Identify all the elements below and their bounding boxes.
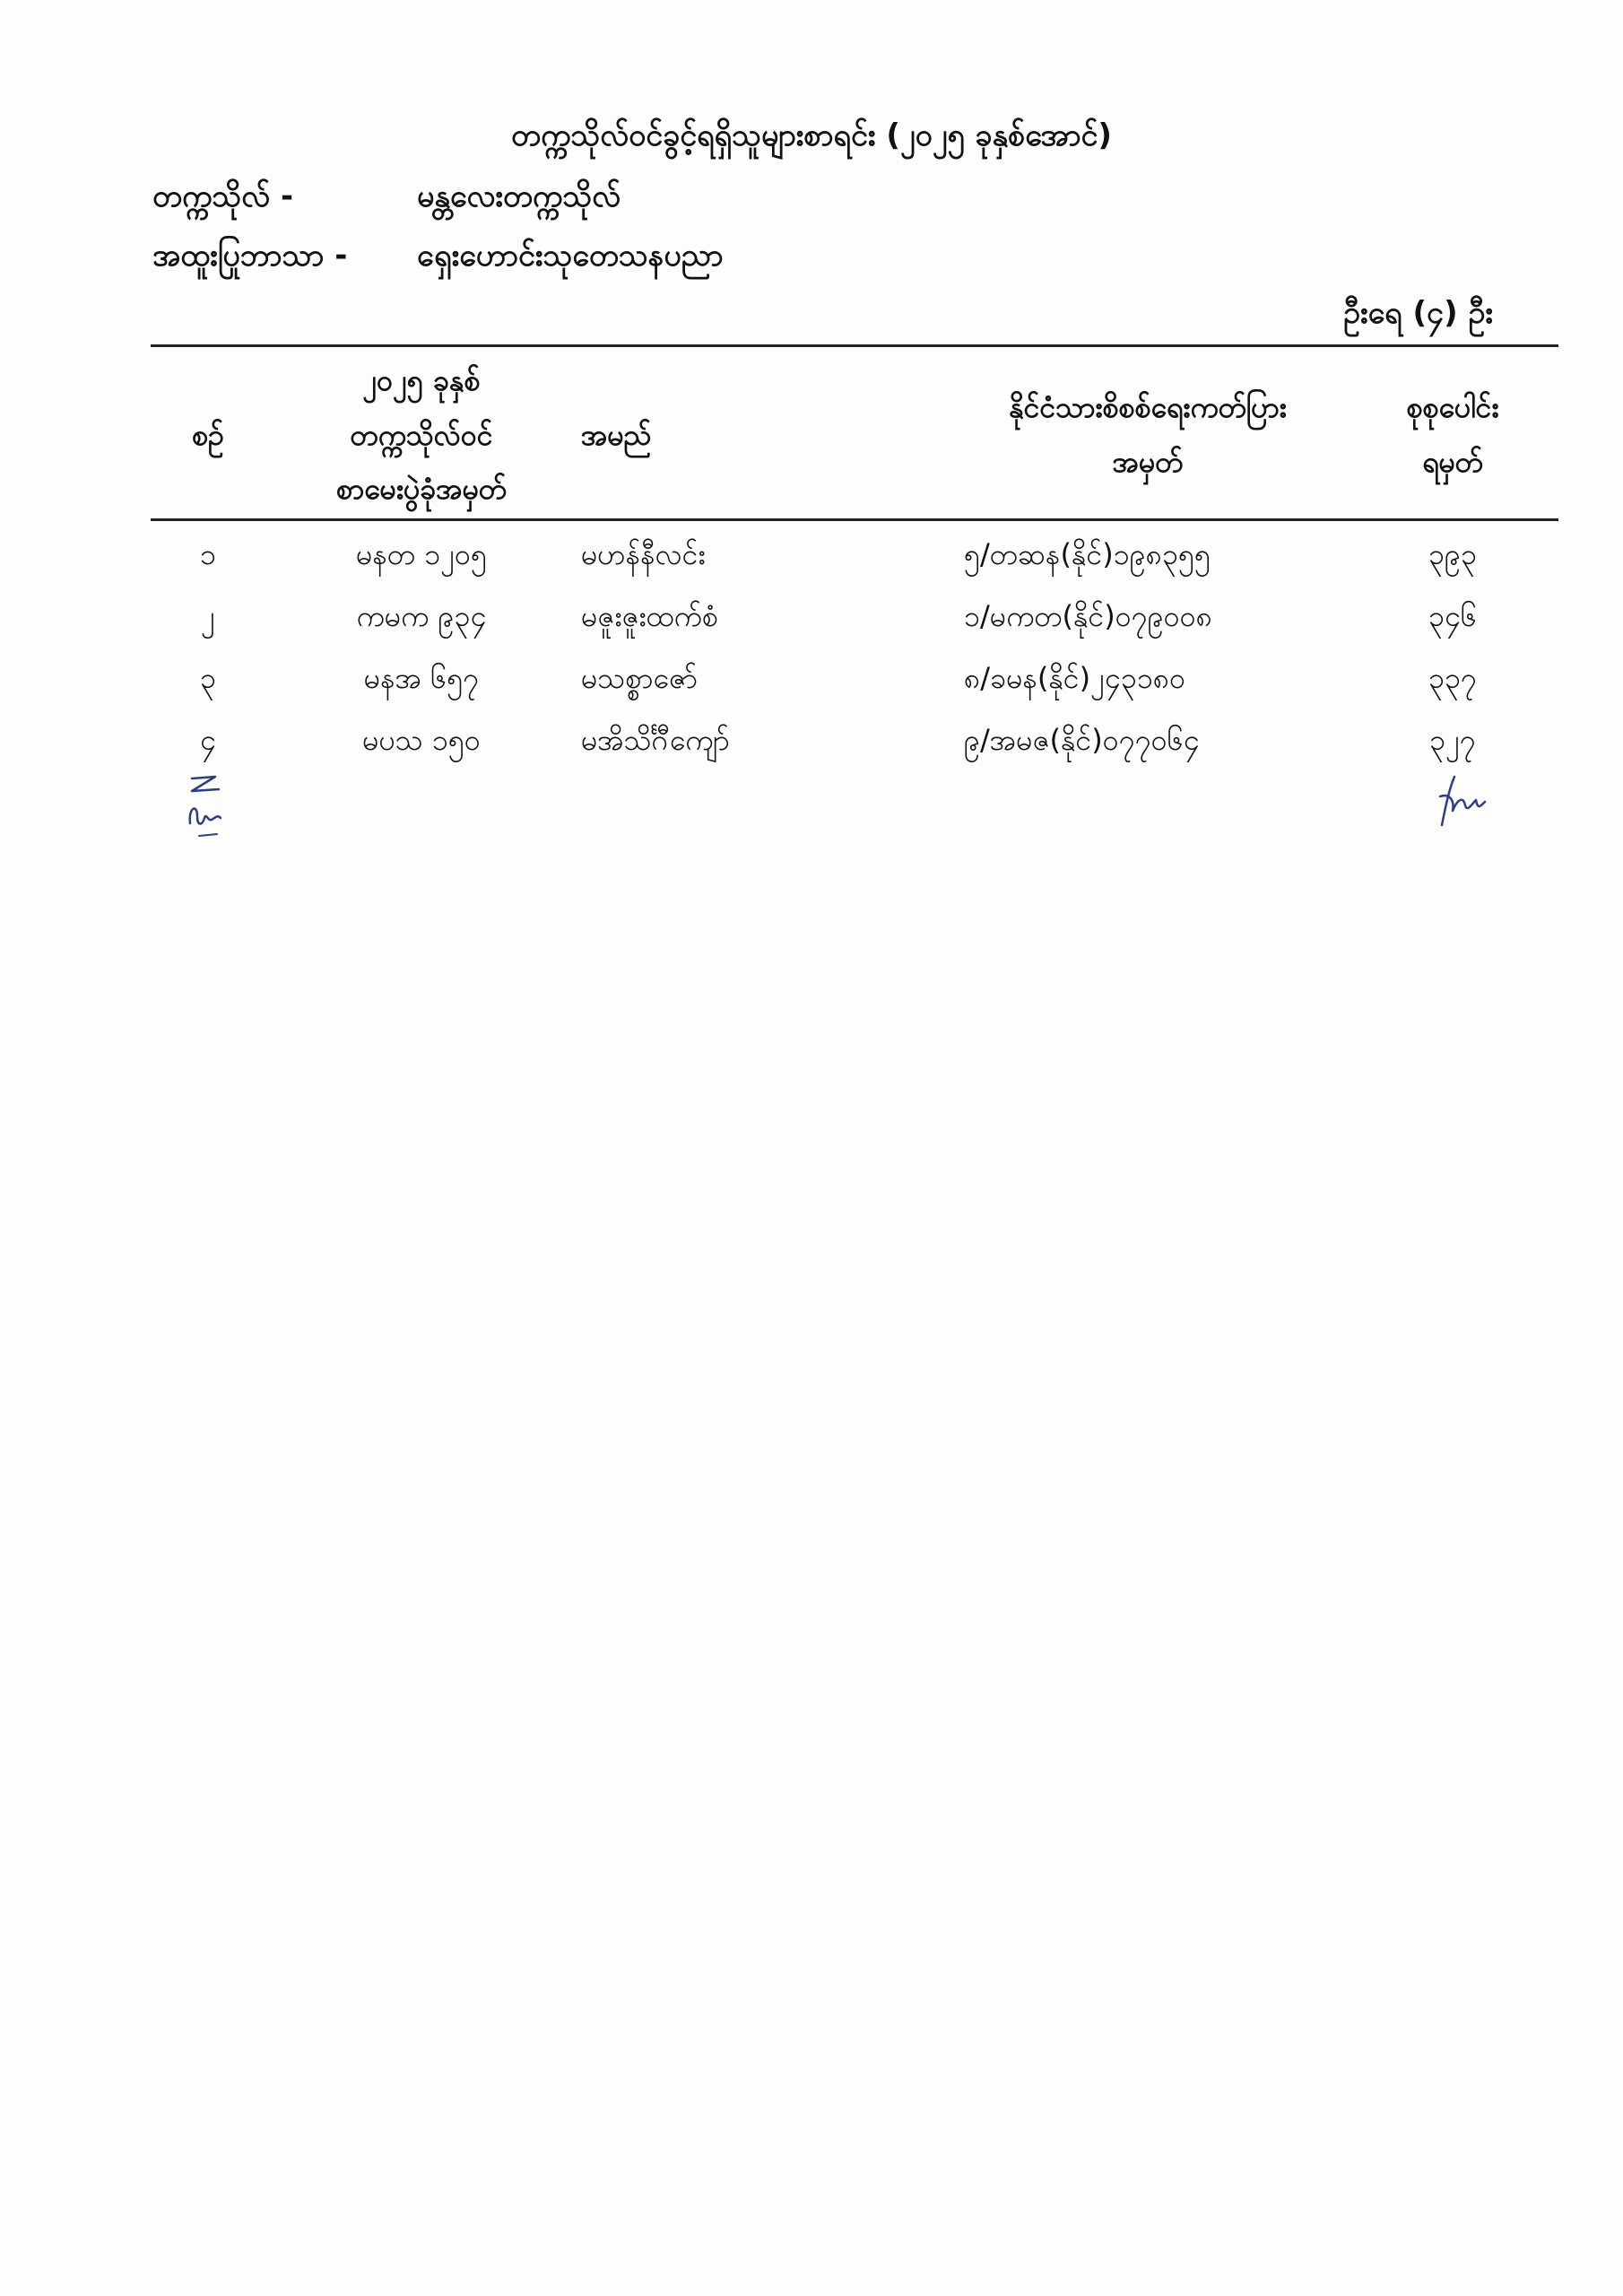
cell-name: မအိသိင်္ဂီကျော် bbox=[581, 723, 730, 757]
cell-marks: ၃၃၇ bbox=[1428, 661, 1477, 695]
university-label: တက္ကသိုလ် - bbox=[152, 178, 294, 214]
cell-no: ၃ bbox=[200, 661, 216, 695]
major-value: ရှေးဟောင်းသုတေသနပညာ bbox=[417, 238, 724, 274]
cell-marks: ၃၉၃ bbox=[1428, 537, 1477, 571]
table-top-rule bbox=[151, 344, 1558, 347]
cell-nrc: ၅/တဆန(နိုင်)၁၉၈၃၅၅ bbox=[964, 537, 1211, 571]
total-count: ဦးရေ (၄) ဦး bbox=[1343, 295, 1493, 331]
handwritten-initial-left bbox=[179, 771, 233, 843]
cell-no: ၁ bbox=[200, 537, 216, 571]
cell-roll: မနတ ၁၂၀၅ bbox=[356, 537, 487, 571]
cell-nrc: ၉/အမဇ(နိုင်)၀၇၇၀၆၄ bbox=[964, 723, 1200, 757]
cell-nrc: ၁/မကတ(နိုင်)၀၇၉၀၀၈ bbox=[964, 599, 1213, 633]
table-header-rule bbox=[151, 518, 1558, 521]
header-roll-line2: တက္ကသိုလ်ဝင် bbox=[350, 417, 493, 452]
major-label: အထူးပြုဘာသာ - bbox=[152, 238, 348, 274]
cell-no: ၄ bbox=[200, 723, 216, 757]
header-nrc bbox=[942, 352, 1354, 518]
header-marks-line1: စုစုပေါင်း bbox=[1406, 390, 1499, 425]
cell-roll: မနအ ၆၅၇ bbox=[363, 661, 480, 695]
document-title: တက္ကသိုလ်ဝင်ခွင့်ရရှိသူများစာရင်း (၂၀၂၅ ခုနှစ်အောင်) bbox=[511, 117, 1112, 153]
cell-marks: ၃၂၇ bbox=[1429, 723, 1476, 757]
header-roll-line3: စာမေးပွဲခုံအမှတ် bbox=[336, 472, 507, 507]
header-no: စဉ် bbox=[192, 417, 224, 452]
cell-roll: ကမက ၉၃၄ bbox=[356, 599, 487, 633]
header-marks bbox=[1363, 352, 1542, 518]
header-roll-number bbox=[287, 352, 556, 518]
cell-marks: ၃၄၆ bbox=[1428, 599, 1477, 633]
cell-name: မဟန်နီလင်း bbox=[581, 537, 706, 571]
handwritten-initial-right bbox=[1435, 771, 1488, 834]
university-value: မန္တလေးတက္ကသိုလ် bbox=[417, 178, 621, 214]
cell-name: မသစ္စာဇော် bbox=[581, 661, 698, 695]
header-nrc-line2: အမှတ် bbox=[1112, 445, 1184, 479]
cell-roll: မပသ ၁၅၀ bbox=[362, 723, 481, 757]
cell-nrc: ၈/ခမန(နိုင်)၂၄၃၁၈၀ bbox=[964, 661, 1186, 695]
cell-no: ၂ bbox=[201, 599, 215, 633]
cell-name: မဇူးဇူးထက်စံ bbox=[581, 599, 718, 633]
header-name: အမည် bbox=[581, 417, 652, 452]
header-marks-line2: ရမှတ် bbox=[1422, 445, 1483, 479]
header-nrc-line1: နိုင်ငံသားစိစစ်ရေးကတ်ပြား bbox=[1009, 390, 1287, 425]
header-roll-line1: ၂၀၂၅ ခုနှစ် bbox=[362, 362, 481, 397]
